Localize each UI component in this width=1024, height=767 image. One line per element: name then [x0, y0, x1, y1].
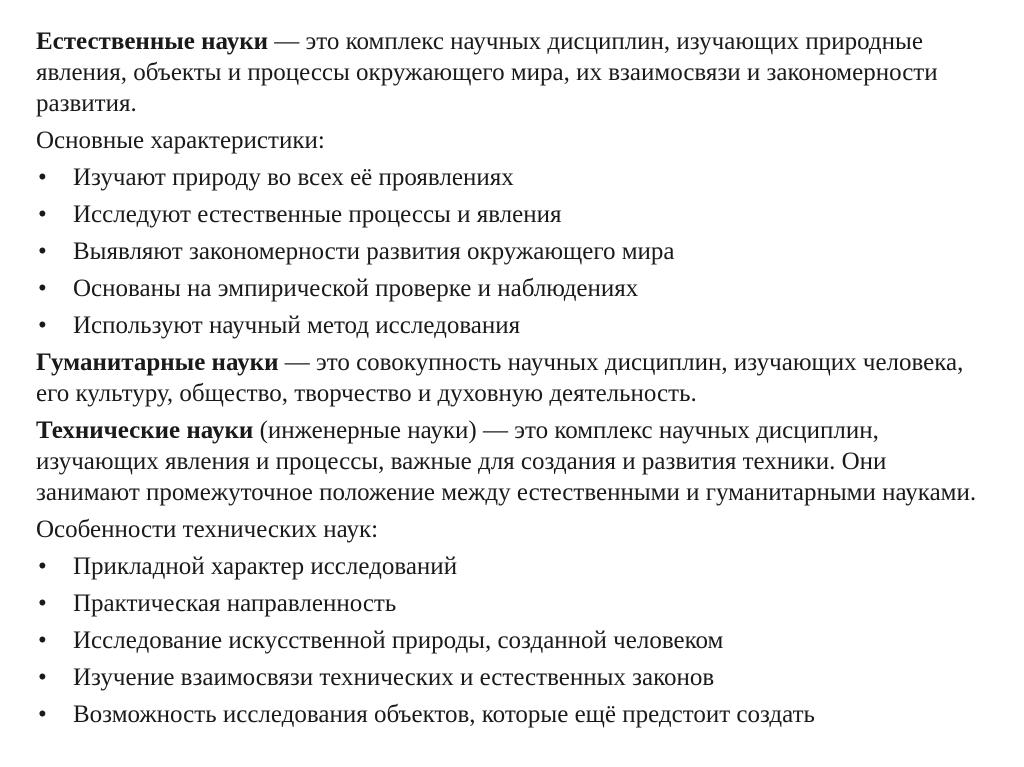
list-item-text: Исследуют естественные процессы и явления: [73, 201, 562, 228]
list-item-text: Возможность исследования объектов, которые ещё предстоит создать: [73, 701, 815, 728]
list-item-text: Выявляют закономерности развития окружающего мира: [73, 238, 675, 265]
bullet-icon: •: [38, 238, 47, 265]
list-item-text: Основаны на эмпирической проверке и наблюдениях: [73, 275, 639, 302]
natural-sciences-definition: [36, 26, 996, 119]
humanities-text: — это совокупность научных дисциплин, изучающих человека, его культуру, общество, творчество и духовную деятельность.: [36, 349, 964, 407]
bullet-icon: •: [38, 312, 47, 339]
bullet-icon: •: [38, 164, 47, 191]
natural-sciences-term: Естественные науки: [36, 28, 269, 55]
list-item-text: Прикладной характер исследований: [73, 553, 458, 580]
list-item-text: Практическая направленность: [73, 590, 397, 617]
bullet-icon: •: [38, 553, 47, 580]
list-item: [36, 310, 996, 341]
bullet-icon: •: [38, 201, 47, 228]
list-item: [36, 273, 996, 304]
humanities-definition: [36, 347, 996, 409]
technical-sciences-definition: [36, 415, 996, 508]
list-item: [36, 699, 996, 730]
list-item: [36, 199, 996, 230]
bullet-icon: •: [38, 627, 47, 654]
list-item: [36, 236, 996, 267]
natural-sciences-text: — это комплекс научных дисциплин, изучающих природные явления, объекты и процессы окружающего мира, их взаимосвязи и закономерности развития.: [36, 28, 938, 117]
list-item: [36, 162, 996, 193]
list-item-text: Изучают природу во всех её проявлениях: [73, 164, 514, 191]
bullet-icon: •: [38, 590, 47, 617]
natural-characteristics-heading: Основные характеристики:: [36, 127, 325, 154]
technical-features-heading: Особенности технических наук:: [36, 516, 379, 543]
technical-sciences-text: (инженерные науки) — это комплекс научных дисциплин, изучающих явления и процессы, важные для создания и развития техники. Они занимают промежуточное положение между естественными и гуманитарными науками.: [36, 417, 977, 506]
bullet-icon: •: [38, 275, 47, 302]
list-item-text: Исследование искусственной природы, созданной человеком: [73, 627, 724, 654]
humanities-term: Гуманитарные науки: [36, 349, 279, 376]
list-item: [36, 551, 996, 582]
list-item: [36, 662, 996, 693]
list-item-text: Используют научный метод исследования: [73, 312, 521, 339]
list-item: [36, 625, 996, 656]
slide-content: [36, 26, 996, 736]
list-item-text: Изучение взаимосвязи технических и естественных законов: [73, 664, 715, 691]
natural-characteristics-list: [36, 162, 996, 341]
bullet-icon: •: [38, 664, 47, 691]
technical-sciences-term: Технические науки: [36, 417, 254, 444]
list-item: [36, 588, 996, 619]
bullet-icon: •: [38, 701, 47, 728]
technical-features-list: [36, 551, 996, 730]
